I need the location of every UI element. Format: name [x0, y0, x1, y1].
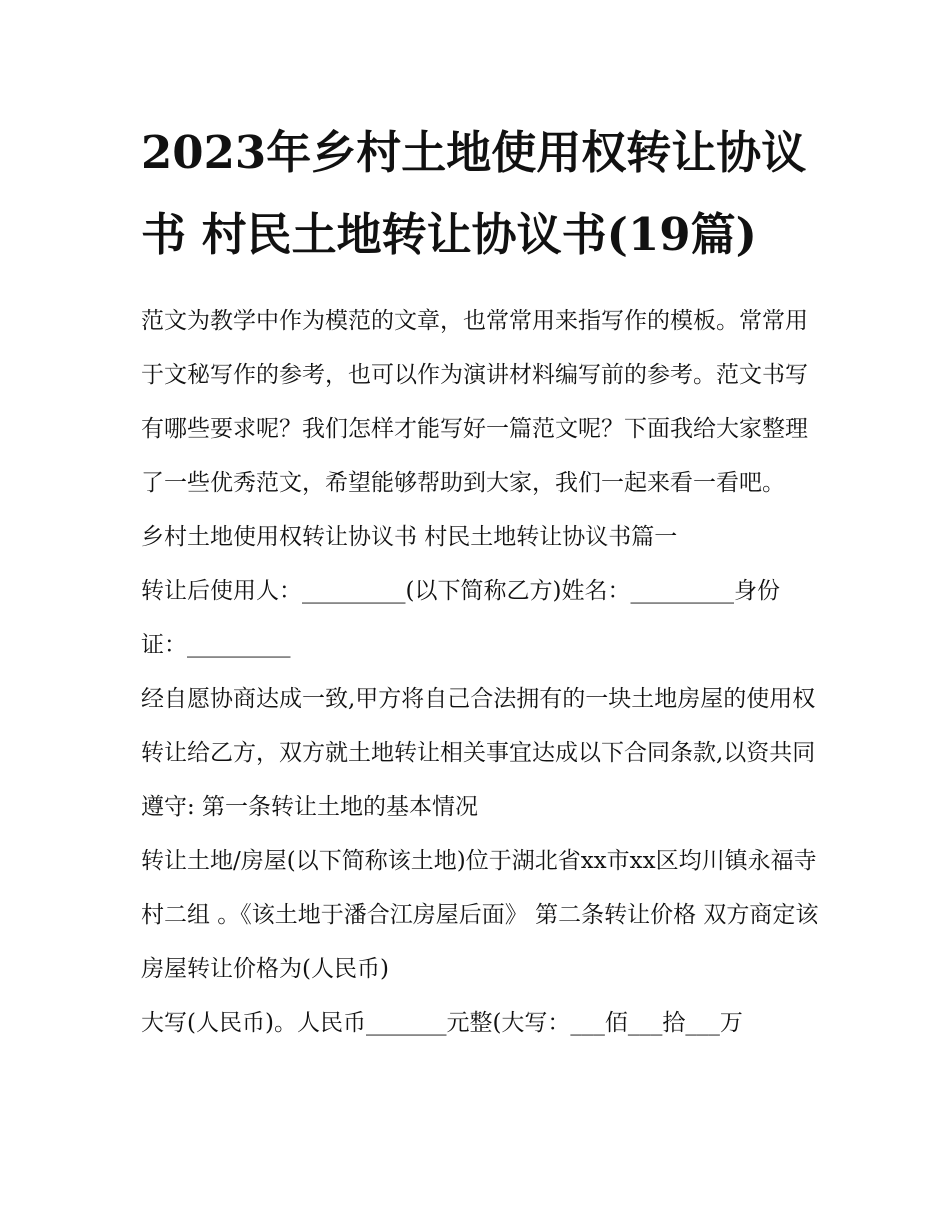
document-page: [141, 112, 821, 1050]
transferee-info-paragraph: 转让后使用人：_________(以下简称乙方)姓名：_________身份证：_________: [141, 578, 780, 658]
price-paragraph: 大写(人民币)。人民币_______元整(大写：___佰___拾___万: [141, 1010, 743, 1036]
agreement-paragraph: 经自愿协商达成一致,甲方将自己合法拥有的一块土地房屋的使用权转让给乙方，双方就土地转让相关事宜达成以下合同条款,以资共同遵守: 第一条转让土地的基本情况: [141, 686, 816, 820]
document-body: [141, 294, 821, 1050]
land-location-paragraph: 转让土地/房屋(以下简称该土地)位于湖北省xx市xx区均川镇永福寺村二组 。《该土地于潘合江房屋后面》 第二条转让价格 双方商定该房屋转让价格为(人民币): [141, 848, 819, 982]
section-heading: 乡村土地使用权转让协议书 村民土地转让协议书篇一: [141, 524, 678, 550]
document-title: 2023年乡村土地使用权转让协议书 村民土地转让协议书(19篇): [141, 126, 807, 261]
intro-paragraph: 范文为教学中作为模范的文章，也常常用来指写作的模板。常常用于文秘写作的参考，也可以作为演讲材料编写前的参考。范文书写有哪些要求呢？我们怎样才能写好一篇范文呢？下面我给大家整理了一些优秀范文，希望能够帮助到大家，我们一起来看一看吧。: [141, 308, 808, 496]
